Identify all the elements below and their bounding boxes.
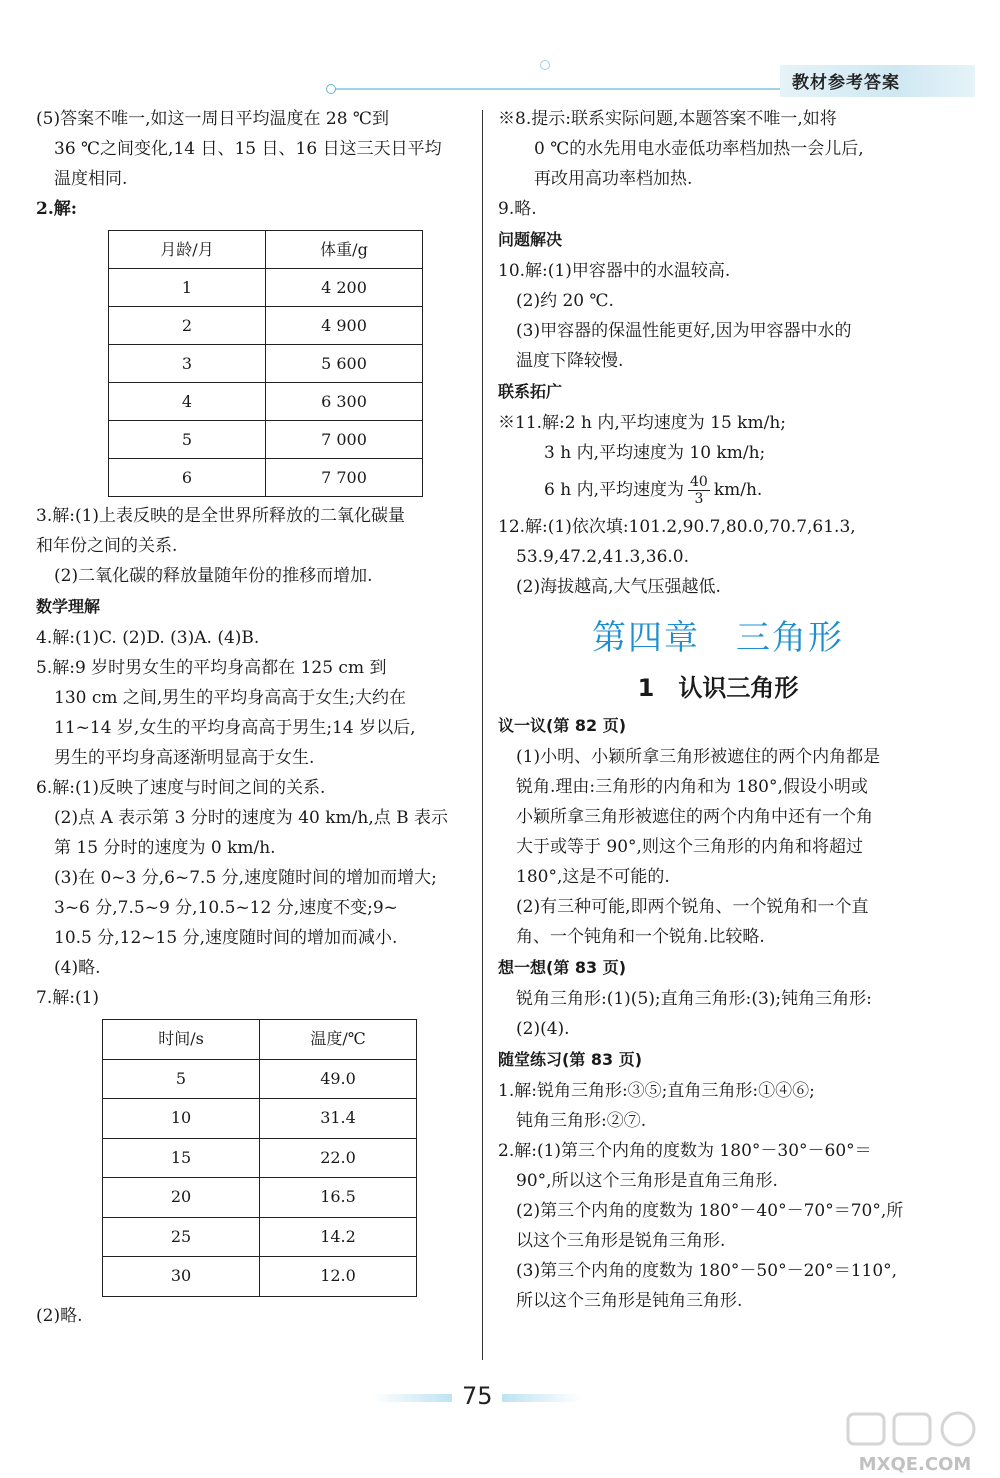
answer-line: 第 15 分时的速度为 0 km/h.	[54, 838, 276, 858]
page-number: 75	[462, 1382, 493, 1410]
answer-line: (1)小明、小颖所拿三角形被遮住的两个内角都是	[516, 747, 881, 767]
answer-line: 10.5 分,12~15 分,速度随时间的增加而减小.	[54, 928, 398, 948]
answer-line: 130 cm 之间,男生的平均身高高于女生;大约在	[54, 688, 407, 708]
table-cell: 30	[103, 1257, 260, 1297]
answer-line: (2)(4).	[516, 1019, 570, 1039]
watermark-text: MXQE.COM	[858, 1454, 972, 1475]
answer-line: (2)点 A 表示第 3 分时的速度为 40 km/h,点 B 表示	[54, 808, 449, 828]
answer-line: 90°,所以这个三角形是直角三角形.	[516, 1171, 778, 1191]
answer-line: (2)海拔越高,大气压强越低.	[516, 577, 721, 597]
table-header-cell: 时间/s	[103, 1020, 260, 1060]
table-cell: 49.0	[260, 1059, 417, 1099]
answer-line: 和年份之间的关系.	[36, 536, 178, 556]
section-heading: 想一想(第 83 页)	[498, 958, 627, 977]
table-cell: 14.2	[260, 1217, 417, 1257]
answer-line: 53.9,47.2,41.3,36.0.	[516, 547, 690, 567]
table-row	[109, 383, 423, 421]
table-cell: 20	[103, 1178, 260, 1218]
answer-line: 2.解:(1)第三个内角的度数为 180°－30°－60°＝	[498, 1141, 872, 1161]
answer-line: 3~6 分,7.5~9 分,10.5~12 分,速度不变;9~	[54, 898, 398, 918]
fraction	[688, 474, 710, 507]
chapter-title: 第四章 三角形	[592, 618, 844, 658]
right-column	[498, 104, 938, 1316]
answer-line: 0 ℃的水先用电水壶低功率档加热一会儿后,	[534, 139, 864, 159]
answer-line: (3)甲容器的保温性能更好,因为甲容器中水的	[516, 321, 852, 341]
table-cell: 4	[109, 383, 266, 421]
answer-line: 所以这个三角形是钝角三角形.	[516, 1291, 743, 1311]
answer-line: 大于或等于 90°,则这个三角形的内角和将超过	[516, 837, 863, 857]
table-cell: 22.0	[260, 1138, 417, 1178]
table-cell: 10	[103, 1099, 260, 1139]
section-heading: 议一议(第 82 页)	[498, 716, 627, 735]
answer-line: 4.解:(1)C. (2)D. (3)A. (4)B.	[36, 628, 260, 648]
header-title: 教材参考答案	[792, 73, 900, 93]
answer-line: 角、一个钝角和一个锐角.比较略.	[516, 927, 765, 947]
header-tail-dot	[540, 60, 550, 70]
age-weight-table	[108, 230, 423, 497]
table-cell: 15	[103, 1138, 260, 1178]
answer-line: 3 h 内,平均速度为 10 km/h;	[544, 443, 766, 463]
table-header-row	[103, 1020, 417, 1060]
answer-line: (2)有三种可能,即两个锐角、一个锐角和一个直	[516, 897, 869, 917]
table-row	[109, 307, 423, 345]
section-heading: 随堂练习(第 83 页)	[498, 1050, 643, 1069]
answer-line: (2)略.	[36, 1305, 83, 1326]
table-cell: 12.0	[260, 1257, 417, 1297]
answer-line: 6.解:(1)反映了速度与时间之间的关系.	[36, 778, 326, 798]
answer-line: 钝角三角形:②⑦.	[516, 1111, 647, 1131]
answer-line: 11~14 岁,女生的平均身高高于男生;14 岁以后,	[54, 718, 416, 738]
answer-line: 9.略.	[498, 199, 537, 219]
answer-text: km/h.	[713, 480, 763, 500]
table-row	[103, 1099, 417, 1139]
fraction-denominator: 3	[694, 491, 704, 507]
answer-line: 再改用高功率档加热.	[534, 169, 693, 189]
answer-line: (2)约 20 ℃.	[516, 291, 614, 311]
table-row	[109, 459, 423, 497]
answer-line: 男生的平均身高逐渐明显高于女生.	[54, 748, 315, 768]
table-cell: 16.5	[260, 1178, 417, 1218]
answer-line: (5)答案不唯一,如这一周日平均温度在 28 ℃到	[36, 109, 389, 129]
page-number-decoration	[502, 1394, 582, 1402]
watermark-logo	[840, 1408, 990, 1478]
table-cell: 31.4	[260, 1099, 417, 1139]
answer-line: 7.解:(1)	[36, 988, 100, 1008]
question-2: 2.解:	[36, 199, 78, 219]
table-cell: 5	[109, 421, 266, 459]
table-cell: 6	[109, 459, 266, 497]
section-heading: 联系拓广	[498, 382, 563, 401]
answer-line: (3)在 0~3 分,6~7.5 分,速度随时间的增加而增大;	[54, 868, 437, 888]
table-row	[109, 269, 423, 307]
table-cell: 7 000	[266, 421, 423, 459]
table-cell: 4 200	[266, 269, 423, 307]
answer-line: (2)二氧化碳的释放量随年份的推移而增加.	[54, 566, 373, 586]
table-cell: 6 300	[266, 383, 423, 421]
answer-line	[498, 468, 938, 512]
column-divider	[482, 110, 483, 1360]
header-dot	[326, 84, 336, 94]
table-header-row	[109, 231, 423, 269]
answer-line: ※8.提示:联系实际问题,本题答案不唯一,如将	[498, 109, 837, 129]
table-header-cell: 月龄/月	[109, 231, 266, 269]
answer-line: 3.解:(1)上表反映的是全世界所释放的二氧化碳量	[36, 506, 406, 526]
table-row	[103, 1178, 417, 1218]
table-row	[109, 421, 423, 459]
page-number-decoration	[372, 1394, 452, 1402]
table-cell: 25	[103, 1217, 260, 1257]
answer-line: 10.解:(1)甲容器中的水温较高.	[498, 261, 731, 281]
time-temperature-table	[102, 1019, 417, 1297]
table-header-cell: 温度/℃	[260, 1020, 417, 1060]
answer-text: 6 h 内,平均速度为	[544, 480, 684, 500]
table-cell: 2	[109, 307, 266, 345]
answer-line: 36 ℃之间变化,14 日、15 日、16 日这三天日平均	[54, 139, 442, 159]
table-cell: 3	[109, 345, 266, 383]
table-cell: 7 700	[266, 459, 423, 497]
left-column	[36, 104, 476, 1331]
table-cell: 1	[109, 269, 266, 307]
table-cell: 4 900	[266, 307, 423, 345]
answer-line: 以这个三角形是锐角三角形.	[516, 1231, 726, 1251]
answer-line: 5.解:9 岁时男女生的平均身高都在 125 cm 到	[36, 658, 387, 678]
table-row	[103, 1059, 417, 1099]
table-cell: 5 600	[266, 345, 423, 383]
answer-line: 12.解:(1)依次填:101.2,90.7,80.0,70.7,61.3,	[498, 517, 856, 537]
answer-line: 锐角.理由:三角形的内角和为 180°,假设小明或	[516, 777, 868, 797]
answer-line: 小颖所拿三角形被遮住的两个内角中还有一个角	[516, 807, 873, 827]
table-cell: 5	[103, 1059, 260, 1099]
answer-line: 温度下降较慢.	[516, 351, 624, 371]
table-row	[103, 1138, 417, 1178]
answer-line: 180°,这是不可能的.	[516, 867, 670, 887]
table-row	[103, 1217, 417, 1257]
section-heading: 问题解决	[498, 230, 563, 249]
answer-line: 温度相同.	[54, 169, 128, 189]
table-row	[109, 345, 423, 383]
answer-line: (2)第三个内角的度数为 180°－40°－70°＝70°,所	[516, 1201, 904, 1221]
table-row	[103, 1257, 417, 1297]
section-heading: 数学理解	[36, 597, 101, 616]
fraction-numerator: 40	[689, 474, 708, 490]
answer-line: 锐角三角形:(1)(5);直角三角形:(3);钝角三角形:	[516, 989, 872, 1009]
answer-line: 1.解:锐角三角形:③⑤;直角三角形:①④⑥;	[498, 1081, 815, 1101]
lesson-title: 1 认识三角形	[637, 674, 799, 702]
answer-line: (4)略.	[54, 958, 101, 978]
table-header-cell: 体重/g	[266, 231, 423, 269]
answer-line: ※11.解:2 h 内,平均速度为 15 km/h;	[498, 413, 787, 433]
answer-line: (3)第三个内角的度数为 180°－50°－20°＝110°,	[516, 1261, 898, 1281]
